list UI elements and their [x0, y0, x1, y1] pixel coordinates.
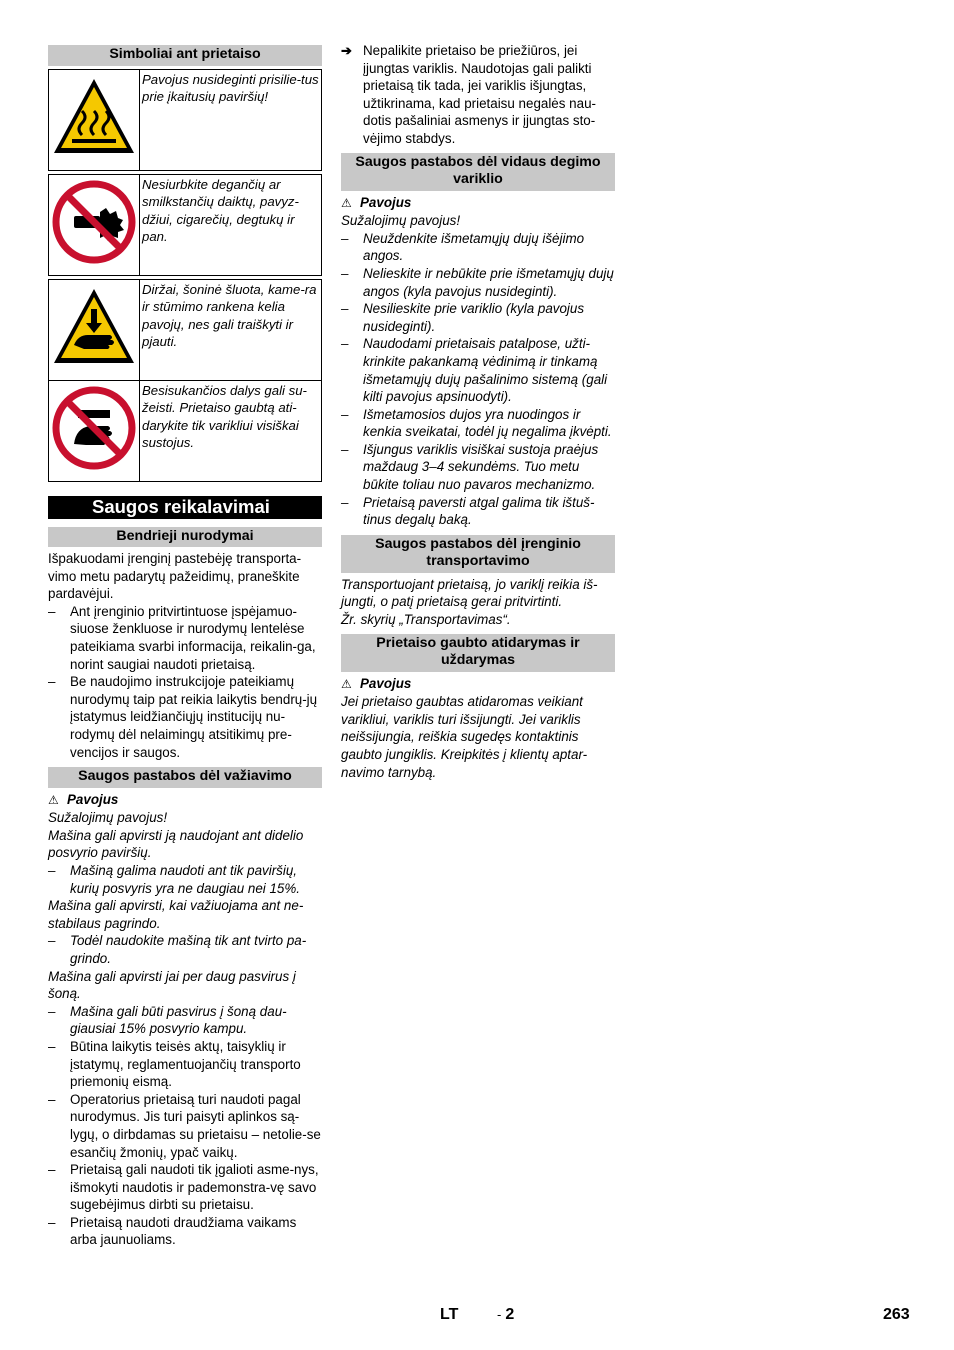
page-footer — [0, 1306, 954, 1328]
danger-label: ⚠ Pavojus — [341, 675, 615, 694]
list-item: – Išjungus variklis visiškai sustoja praėjus maždaug 3–4 sekundėms. Tuo metu būkite toliau nuo pavaros mechanizmo. — [341, 441, 599, 493]
list-item: – Išmetamosios dujos yra nuodingos ir kenkia sveikatai, todėl jų negalima įkvėpti. — [341, 406, 612, 440]
symbol-text: Pavojus nusideginti prisilie-tus prie įkaitusių paviršių! — [140, 69, 322, 170]
symbol-row — [49, 380, 322, 481]
section-number: - 2 — [497, 1306, 515, 1323]
page-number: 263 — [883, 1306, 910, 1323]
language-code: LT — [440, 1306, 459, 1323]
general-intro: Išpakuodami įrenginį pastebėję transporta-vimo metu padarytų pažeidimų, praneškite pardavėjui. — [48, 551, 302, 602]
warning-triangle-icon: ⚠ — [48, 792, 59, 807]
symbol-text: Diržai, šoninė šluota, kame-ra ir stūmimo rankena kelia pavojų, nes gali traiškyti ir pjauti. — [140, 279, 322, 380]
list-item: – Mašina gali būti pasvirus į šoną dau-giausiai 15% posvyrio kampu. — [48, 1003, 287, 1037]
driving-safety-heading: Saugos pastabos dėl važiavimo — [48, 767, 322, 788]
arrow-right-icon: ➔ — [341, 43, 352, 58]
list-item: – Todėl naudokite mašiną tik ant tvirto pa-grindo. — [48, 933, 307, 966]
general-instructions-heading: Bendrieji nurodymai — [48, 527, 322, 548]
warning-triangle-icon: ⚠ — [341, 676, 352, 691]
list-item: – Naudodami prietaisais patalpose, užti-krinkite pakankamą vėdinimą ir tinkamą išmetamųjų dujų pašalinimo sistemą (gali kilti pavojus apsinuodyti). — [341, 336, 608, 405]
hot-surface-warning-icon — [49, 69, 140, 170]
symbol-row — [49, 69, 322, 170]
hood-text: Jei prietaiso gaubtas atidaromas veikiant varikliui, variklis turi išsijungti. Jei variklis neišsijungia, reiškia sugedęs kontaktinis gaubto jungiklis. Kreipkitės į klientų aptar-navimo tarnybą. — [341, 694, 588, 780]
list-item: – Operatorius prietaisą turi naudoti pagal nurodymus. Jis turi paisyti aplinkos są-lygų, o dirbdamas su prietaisu – netolie-se esančių žmonių, ypač vaikų. — [48, 1091, 321, 1160]
transport-safety-heading: Saugos pastabos dėl įrenginio transportavimo — [341, 535, 615, 573]
symbol-row — [49, 279, 322, 380]
driving-note: Mašina gali apvirsti jai per daug pasvirus į šoną. — [48, 968, 296, 1002]
symbols-heading: Simboliai ant prietaiso — [48, 45, 322, 66]
symbols-table — [48, 69, 322, 482]
injury-warning: Sužalojimų pavojus! — [341, 213, 461, 229]
symbol-row — [49, 174, 322, 275]
hand-crush-warning-icon — [49, 279, 140, 380]
injury-warning: Sužalojimų pavojus! — [48, 810, 168, 826]
danger-label: ⚠ Pavojus — [341, 194, 615, 213]
symbol-text: Besisukančios dalys gali su-žeisti. Prietaiso gaubtą ati-darykite tik varikliui visiškai sustojus. — [140, 380, 322, 481]
left-column — [48, 42, 322, 1249]
list-item: – Prietaisą naudoti draudžiama vaikams arba jaunuoliams. — [48, 1214, 297, 1248]
transport-reference: Žr. skyrių „Transportavimas“. — [341, 612, 511, 628]
transport-text: Transportuojant prietaisą, jo variklį reikia iš-jungti, o patį prietaisą gerai pritvirtinti. — [341, 576, 598, 610]
driving-note: Mašina gali apvirsti, kai važiuojama ant ne-stabilaus pagrindo. — [48, 898, 304, 931]
list-item: – Prietaisą gali naudoti tik įgalioti asme-nys, išmokyti naudotis ir pademonstra-vę savo sugebėjimus dirbti su prietaisu. — [48, 1162, 319, 1213]
symbol-text: Nesiurbkite degančių ar smilkstančių daiktų, pavyz-džiui, cigarečių, degtukų ir pan. — [140, 174, 322, 275]
driving-note: Mašina gali apvirsti ją naudojant ant didelio posvyrio paviršių. — [48, 827, 304, 861]
list-item: – Nelieskite ir nebūkite prie išmetamųjų dujų angos (kyla pavojus nusideginti). — [341, 265, 614, 299]
hood-heading: Prietaiso gaubto atidarymas ir uždarymas — [341, 634, 615, 672]
safety-requirements-heading: Saugos reikalavimai — [48, 496, 322, 519]
list-item: – Neuždenkite išmetamųjų dujų išėjimo angos. — [341, 230, 585, 264]
no-suction-burning-items-icon — [49, 174, 140, 275]
list-item: – Mašiną galima naudoti ant tik paviršių, kurių posvyris yra ne daugiau nei 15%. — [48, 863, 301, 896]
no-hand-rotating-parts-icon — [49, 380, 140, 481]
list-item: – Būtina laikytis teisės aktų, taisyklių ir įstatymų, reglamentuojančių transporto priemonių eismą. — [48, 1038, 301, 1090]
danger-label: ⚠ Pavojus — [48, 791, 322, 810]
list-item: – Ant įrenginio pritvirtintuose įspėjamuo-siuose ženkluose ir nurodymų lentelėse pateikiama svarbi informacija, reikalin-ga, norint saugiai naudoti prietaisą. — [48, 603, 316, 672]
list-item: – Prietaisą paversti atgal galima tik ištuš-tinus degalų baką. — [341, 494, 595, 528]
list-item: – Nesilieskite prie variklio (kyla pavojus nusideginti). — [341, 301, 585, 334]
list-item: – Be naudojimo instrukcijoje pateikiamų nurodymų taip pat reikia laikytis bendrų-jų įstatymus leidžiančiųjų institucijų nu-rodymų dėl nelaimingų atsitikimų pre-vencijos ir saugos. — [48, 674, 318, 760]
right-column — [341, 42, 615, 781]
warning-triangle-icon: ⚠ — [341, 195, 352, 210]
arrow-list-item: ➔ Nepalikite prietaiso be priežiūros, jei įjungtas variklis. Naudotojas gali palikti prietaisą tik tada, jei variklis išjungtas, užtikrinama, kad prietaisu negalės nau-dotis pašaliniai asmenys ir įjungtas sto-vėjimo stabdys. — [341, 43, 596, 146]
engine-safety-heading: Saugos pastabos dėl vidaus degimo variklio — [341, 153, 615, 191]
